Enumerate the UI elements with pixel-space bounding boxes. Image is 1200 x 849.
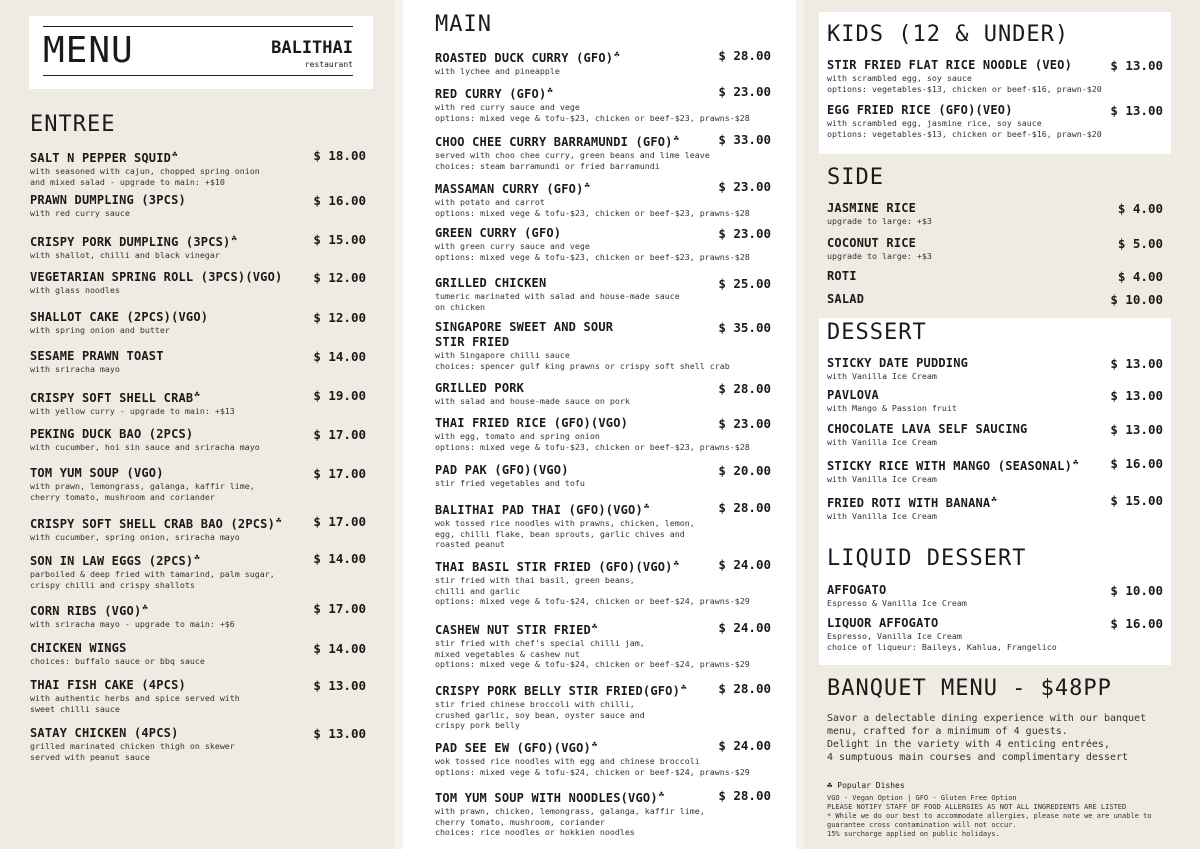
menu-item-name-text: GRILLED PORK <box>435 381 525 395</box>
menu-item <box>827 388 1163 414</box>
column-divider <box>395 0 403 849</box>
menu-item <box>827 269 1163 284</box>
chef-hat-icon: ☘ <box>194 553 200 563</box>
menu-item <box>435 276 771 312</box>
menu-item-price: $ 5.00 <box>1117 236 1163 251</box>
menu-item-price: $ 25.00 <box>718 276 771 291</box>
menu-item-name-text: SHALLOT CAKE (2PCS)(VGO) <box>30 310 209 324</box>
menu-item-price: $ 23.00 <box>718 84 771 99</box>
menu-item-price: $ 35.00 <box>718 320 771 335</box>
menu-item-name-text: CRISPY PORK DUMPLING (3PCS) <box>30 235 231 249</box>
menu-item-price: $ 28.00 <box>718 500 771 515</box>
menu-item-description: roasted peanut <box>435 539 505 549</box>
footer-line: PLEASE NOTIFY STAFF OF FOOD ALLERGIES AS NOT ALL INGREDIENTS ARE LISTED <box>827 803 1127 811</box>
menu-item-name-text: CHICKEN WINGS <box>30 641 127 655</box>
menu-item-price: $ 15.00 <box>313 232 366 247</box>
logo-rule-bottom <box>43 75 353 76</box>
chef-hat-icon: ☘ <box>1073 458 1079 468</box>
menu-item-description: cherry tomato, mushroom, coriander <box>435 816 605 827</box>
menu-item-name-text: PAVLOVA <box>827 388 879 402</box>
menu-item <box>30 388 366 417</box>
menu-item-description: with red curry sauce <box>30 208 130 218</box>
menu-item-name <box>827 236 1163 251</box>
menu-item <box>827 493 1163 522</box>
menu-item-name-text: SON IN LAW EGGS (2PCS) <box>30 554 194 568</box>
menu-item-price: $ 16.00 <box>1110 456 1163 471</box>
menu-item-description: crispy chilli and crispy shallots <box>30 579 195 590</box>
chef-hat-icon: ☘ <box>172 150 178 160</box>
menu-item-name-text: JASMINE RICE <box>827 201 917 215</box>
chef-hat-icon: ☘ <box>591 622 598 632</box>
menu-item-description: with scrambled egg, soy sauce <box>827 73 972 83</box>
menu-item-name-text: COCONUT RICE <box>827 236 917 250</box>
menu-item <box>827 58 1163 94</box>
menu-item-price: $ 23.00 <box>718 179 771 194</box>
menu-item-description: with salad and house-made sauce on pork <box>435 396 630 406</box>
legend-popular <box>827 780 1177 792</box>
menu-item-name-text: GREEN CURRY (GFO) <box>435 226 562 240</box>
menu-item-name-text: CORN RIBS (VGO) <box>30 604 142 618</box>
menu-item-price: $ 13.00 <box>1110 422 1163 437</box>
menu-item <box>30 349 366 375</box>
menu-item-price: $ 24.00 <box>718 557 771 572</box>
menu-item-description: chilli and garlic <box>435 585 520 596</box>
menu-item-price: $ 17.00 <box>313 601 366 616</box>
menu-item-name-text: CHOO CHEE CURRY BARRAMUNDI (GFO) <box>435 135 673 149</box>
menu-item-description: options: mixed vege & tofu-$24, chicken or beef-$24, prawns-$29 <box>435 766 750 777</box>
menu-item-name-text: GRILLED CHICKEN <box>435 276 547 290</box>
menu-item-description: choices: steam barramundi or fried barramundi <box>435 160 660 171</box>
menu-item-description: on chicken <box>435 301 485 312</box>
menu-item-name-text: CHOCOLATE LAVA SELF SAUCING <box>827 422 1028 436</box>
menu-item-price: $ 4.00 <box>1117 269 1163 284</box>
banquet-line: 4 sumptuous main courses and complimentary dessert <box>827 752 1129 763</box>
banquet-line: Delight in the variety with 4 enticing entrées, <box>827 739 1110 750</box>
menu-item-name-text: CASHEW NUT STIR FRIED <box>435 623 591 637</box>
menu-item <box>435 416 771 452</box>
menu-item-description: options: vegetables-$13, chicken or beef-$16, prawn-$20 <box>827 83 1102 94</box>
menu-item <box>827 616 1163 652</box>
menu-item-price: $ 23.00 <box>718 226 771 241</box>
menu-item-description: options: vegetables-$13, chicken or beef-$16, prawn-$20 <box>827 128 1102 139</box>
menu-item-price: $ 13.00 <box>1110 356 1163 371</box>
menu-item-description: served with choo chee curry, green beans and lime leave <box>435 150 710 160</box>
menu-item-name-text: PEKING DUCK BAO (2PCS) <box>30 427 194 441</box>
chef-hat-icon: ☘ <box>614 50 620 60</box>
chef-hat-icon: ☘ <box>142 603 148 613</box>
menu-item-price: $ 14.00 <box>313 551 366 566</box>
menu-item-description: with scrambled egg, jasmine rice, soy sauce <box>827 118 1042 128</box>
menu-item-name-text: RED CURRY (GFO) <box>435 87 547 101</box>
menu-item-description: options: mixed vege & tofu-$23, chicken or beef-$23, prawns-$28 <box>435 112 750 123</box>
menu-item-description: choice of liqueur: Baileys, Kahlua, Frangelico <box>827 641 1057 652</box>
logo-rule-top <box>43 26 353 27</box>
brand-subtitle: restaurant <box>304 60 353 69</box>
menu-item-name-text: SATAY CHICKEN (4PCS) <box>30 726 179 740</box>
menu-item-description: with authentic herbs and spice served with <box>30 693 240 703</box>
chef-hat-icon: ☘ <box>591 740 598 750</box>
menu-item-price: $ 28.00 <box>718 48 771 63</box>
menu-item-name-text: VEGETARIAN SPRING ROLL (3PCS)(VGO) <box>30 270 283 284</box>
menu-item-name-text: CRISPY SOFT SHELL CRAB <box>30 391 194 405</box>
menu-item-name <box>827 269 1163 284</box>
menu-item-price: $ 28.00 <box>718 788 771 803</box>
chef-hat-icon: ☘ <box>584 181 591 191</box>
menu-item-description: crispy pork belly <box>435 720 520 730</box>
menu-item-name-text: BALITHAI PAD THAI (GFO)(VGO) <box>435 503 643 517</box>
menu-item <box>435 500 771 550</box>
menu-item-name-text: STIR FRIED FLAT RICE NOODLE (VEO) <box>827 58 1073 72</box>
menu-item-description: options: mixed vege & tofu-$24, chicken or beef-$24, prawns-$29 <box>435 596 750 606</box>
menu-item <box>30 193 366 219</box>
menu-item-name-text: SALAD <box>827 292 865 306</box>
menu-item <box>827 292 1163 307</box>
menu-item-name-text: PRAWN DUMPLING (3PCS) <box>30 193 186 207</box>
menu-item-price: $ 13.00 <box>313 726 366 741</box>
menu-item <box>30 148 366 187</box>
menu-item-price: $ 10.00 <box>1110 583 1163 598</box>
footer-line: * While we do our best to accommodate allergies, please note we are unable to <box>827 812 1152 820</box>
menu-item <box>435 84 771 123</box>
menu-item-price: $ 10.00 <box>1110 292 1163 307</box>
menu-item-description: with spring onion and butter <box>30 325 170 335</box>
menu-item <box>30 601 366 630</box>
menu-item-price: $ 28.00 <box>718 681 771 696</box>
menu-item-description: choices: spencer gulf king prawns or crispy soft shell crab <box>435 360 730 371</box>
menu-item-description: wok tossed rice noodles with prawns, chicken, lemon, <box>435 518 695 528</box>
menu-item-description: served with peanut sauce <box>30 751 150 762</box>
menu-item-price: $ 13.00 <box>1110 103 1163 118</box>
menu-item-description: wok tossed rice noodles with egg and chinese broccoli <box>435 756 700 766</box>
menu-item-description: with potato and carrot <box>435 197 545 207</box>
menu-item <box>30 514 366 543</box>
menu-item <box>435 557 771 607</box>
menu-item-description: choices: buffalo sauce or bbq sauce <box>30 656 205 666</box>
menu-item-description: with egg, tomato and spring onion <box>435 431 600 441</box>
menu-item-name-text: THAI BASIL STIR FRIED (GFO)(VGO) <box>435 560 673 574</box>
section-title-banquet: BANQUET MENU - $48PP <box>827 676 1112 701</box>
menu-item-price: $ 17.00 <box>313 427 366 442</box>
menu-item-name-text: AFFOGATO <box>827 583 887 597</box>
menu-item <box>435 226 771 262</box>
menu-item-name-text: THAI FISH CAKE (4PCS) <box>30 678 186 692</box>
section-title-kids: KIDS (12 & UNDER) <box>827 22 1070 47</box>
menu-item <box>827 201 1163 227</box>
menu-item-description: crushed garlic, soy bean, oyster sauce and <box>435 709 645 720</box>
menu-item-price: $ 20.00 <box>718 463 771 478</box>
menu-item-price: $ 14.00 <box>313 641 366 656</box>
menu-item <box>435 463 771 489</box>
menu-item-description: with yellow curry - upgrade to main: +$13 <box>30 406 235 416</box>
menu-title: MENU <box>43 30 134 71</box>
menu-item-description: options: mixed vege & tofu-$24, chicken or beef-$24, prawns-$29 <box>435 659 750 669</box>
menu-item-description: and mixed salad - upgrade to main: +$10 <box>30 176 225 187</box>
chef-hat-icon: ☘ <box>673 559 680 569</box>
menu-item <box>827 456 1163 485</box>
menu-item-price: $ 16.00 <box>313 193 366 208</box>
menu-item-name <box>827 201 1163 216</box>
section-title-entree: ENTREE <box>30 112 116 137</box>
menu-item <box>30 641 366 667</box>
menu-item-description: tumeric marinated with salad and house-made sauce <box>435 291 680 301</box>
menu-item-description: egg, chilli flake, bean sprouts, garlic chives and <box>435 528 685 539</box>
menu-item <box>827 356 1163 382</box>
menu-item-price: $ 17.00 <box>313 466 366 481</box>
menu-item-description: with Vanilla Ice Cream <box>827 371 937 381</box>
menu-item-price: $ 13.00 <box>1110 58 1163 73</box>
menu-item-description: Espresso, Vanilla Ice Cream <box>827 631 962 641</box>
menu-item-description: with prawn, chicken, lemongrass, galanga, kaffir lime, <box>435 806 705 816</box>
section-title-liquid-dessert: LIQUID DESSERT <box>827 546 1027 571</box>
menu-item-name-text: ROASTED DUCK CURRY (GFO) <box>435 51 614 65</box>
menu-item-name-text: EGG FRIED RICE (GFO)(VEO) <box>827 103 1013 117</box>
menu-item-price: $ 12.00 <box>313 270 366 285</box>
menu-item-description: upgrade to large: +$3 <box>827 251 932 261</box>
chef-hat-icon: ☘ <box>827 781 833 791</box>
menu-item-price: $ 28.00 <box>718 381 771 396</box>
menu-item <box>435 788 771 838</box>
menu-item-description: parboiled & deep fried with tamarind, palm sugar, <box>30 569 275 579</box>
menu-item-description: with cucumber, hoi sin sauce and sriracha mayo <box>30 442 260 452</box>
menu-item <box>435 681 771 731</box>
menu-item-price: $ 23.00 <box>718 416 771 431</box>
menu-item-price: $ 15.00 <box>1110 493 1163 508</box>
chef-hat-icon: ☘ <box>681 683 687 693</box>
menu-item-price: $ 16.00 <box>1110 616 1163 631</box>
menu-item-name-text: PAD SEE EW (GFO)(VGO) <box>435 741 591 755</box>
menu-item-name-text: CRISPY PORK BELLY STIR FRIED(GFO) <box>435 684 681 698</box>
menu-item-description: with green curry sauce and vege <box>435 241 590 251</box>
menu-item-description: upgrade to large: +$3 <box>827 216 932 226</box>
menu-item-description: sweet chilli sauce <box>30 703 120 714</box>
menu-item-description: with seasoned with cajun, chopped spring onion <box>30 166 260 176</box>
menu-item-description: stir fried with thai basil, green beans, <box>435 575 635 585</box>
menu-item-description: with Mango & Passion fruit <box>827 403 957 413</box>
menu-item-price: $ 13.00 <box>1110 388 1163 403</box>
menu-item-description: with prawn, lemongrass, galanga, kaffir lime, <box>30 481 255 491</box>
menu-item-name-text: STICKY DATE PUDDING <box>827 356 969 370</box>
menu-item-description: with Vanilla Ice Cream <box>827 511 937 521</box>
menu-item <box>827 583 1163 609</box>
menu-item-price: $ 14.00 <box>313 349 366 364</box>
menu-item <box>30 551 366 590</box>
menu-item <box>30 726 366 762</box>
menu-item-description: with Vanilla Ice Cream <box>827 437 937 447</box>
menu-item <box>30 466 366 502</box>
menu-item <box>30 427 366 453</box>
menu-item-description: stir fried with chef's special chilli jam, <box>435 638 645 648</box>
menu-item-description: options: mixed vege & tofu-$23, chicken or beef-$23, prawns-$28 <box>435 251 750 262</box>
footer-line: VGO - Vegan Option | GFO - Gluten Free Option <box>827 794 1017 802</box>
menu-item <box>30 310 366 336</box>
menu-item-name-text: MASSAMAN CURRY (GFO) <box>435 182 584 196</box>
menu-item-name-line2: STIR FRIED <box>435 335 510 349</box>
menu-item-description: mixed vegetables & cashew nut <box>435 648 580 659</box>
menu-item-price: $ 13.00 <box>313 678 366 693</box>
menu-item-description: with cucumber, spring onion, sriracha mayo <box>30 532 240 542</box>
section-title-main: MAIN <box>435 12 492 37</box>
menu-item-description: grilled marinated chicken thigh on skewer <box>30 741 235 751</box>
chef-hat-icon: ☘ <box>194 390 200 400</box>
brand-name: BALITHAI <box>271 38 353 58</box>
menu-item-price: $ 33.00 <box>718 132 771 147</box>
section-title-side: SIDE <box>827 165 884 190</box>
chef-hat-icon: ☘ <box>643 502 650 512</box>
menu-item-name-text: TOM YUM SOUP WITH NOODLES(VGO) <box>435 791 658 805</box>
menu-item-name-text: CRISPY SOFT SHELL CRAB BAO (2PCS) <box>30 517 276 531</box>
menu-item <box>827 103 1163 139</box>
popular-label: Popular Dishes <box>837 781 905 790</box>
menu-item <box>435 48 771 77</box>
banquet-description <box>827 712 1167 764</box>
section-title-dessert: DESSERT <box>827 320 927 345</box>
footer-line: 15% surcharge applied on public holidays. <box>827 830 1000 838</box>
menu-item-name-text: THAI FRIED RICE (GFO)(VGO) <box>435 416 629 430</box>
menu-item <box>30 678 366 714</box>
column-divider <box>796 0 804 849</box>
menu-item-description: options: mixed vege & tofu-$23, chicken or beef-$23, prawns-$28 <box>435 441 750 452</box>
menu-item-description: with lychee and pineapple <box>435 66 560 76</box>
menu-item <box>435 179 771 218</box>
menu-item-description: with shallot, chilli and black vinegar <box>30 250 220 260</box>
menu-item-description: options: mixed vege & tofu-$23, chicken or beef-$23, prawns-$28 <box>435 207 750 218</box>
menu-item-name-text: FRIED ROTI WITH BANANA <box>827 496 991 510</box>
chef-hat-icon: ☘ <box>658 790 665 800</box>
menu-item-name-text: PAD PAK (GFO)(VGO) <box>435 463 569 477</box>
menu-item-name-text: SINGAPORE SWEET AND SOUR <box>435 320 614 334</box>
menu-item-description: with sriracha mayo - upgrade to main: +$6 <box>30 619 235 629</box>
menu-item-price: $ 18.00 <box>313 148 366 163</box>
menu-item <box>827 236 1163 262</box>
menu-item-price: $ 4.00 <box>1117 201 1163 216</box>
chef-hat-icon: ☘ <box>673 134 680 144</box>
restaurant-logo <box>29 16 373 89</box>
banquet-line: Savor a delectable dining experience with our banquet <box>827 713 1147 724</box>
menu-item <box>30 232 366 261</box>
menu-item-name-text: TOM YUM SOUP (VGO) <box>30 466 164 480</box>
menu-item-price: $ 12.00 <box>313 310 366 325</box>
menu-item-description: stir fried chinese broccoli with chilli, <box>435 699 635 709</box>
menu-item <box>435 381 771 407</box>
footer-notes <box>827 780 1177 839</box>
menu-item-description: stir fried vegetables and tofu <box>435 478 585 488</box>
menu-item-description: with Singapore chilli sauce <box>435 350 570 360</box>
menu-item <box>435 738 771 777</box>
menu-item-price: $ 17.00 <box>313 514 366 529</box>
footer-line: guarantee cross contamination will not occur. <box>827 821 1017 829</box>
menu-item <box>30 270 366 296</box>
menu-item-description: with red curry sauce and vege <box>435 102 580 112</box>
chef-hat-icon: ☘ <box>991 495 997 505</box>
menu-item-description: with sriracha mayo <box>30 364 120 374</box>
menu-item-name-text: LIQUOR AFFOGATO <box>827 616 939 630</box>
menu-item-description: cherry tomato, mushroom and coriander <box>30 491 215 502</box>
menu-item-name-text: ROTI <box>827 269 857 283</box>
chef-hat-icon: ☘ <box>231 234 238 244</box>
menu-item-name-text: STICKY RICE WITH MANGO (SEASONAL) <box>827 459 1073 473</box>
menu-item-description: choices: rice noodles or hokkien noodles <box>435 827 635 837</box>
banquet-line: menu, crafted for a minimum of 4 guests. <box>827 726 1068 737</box>
menu-item <box>435 132 771 171</box>
menu-item <box>435 320 771 371</box>
chef-hat-icon: ☘ <box>276 516 282 526</box>
menu-item <box>827 422 1163 448</box>
menu-item <box>435 620 771 670</box>
chef-hat-icon: ☘ <box>547 86 553 96</box>
menu-item-price: $ 24.00 <box>718 620 771 635</box>
menu-item-description: Espresso & Vanilla Ice Cream <box>827 598 967 608</box>
menu-item-price: $ 19.00 <box>313 388 366 403</box>
menu-item-name-text: SALT N PEPPER SQUID <box>30 151 172 165</box>
menu-item-name-text: SESAME PRAWN TOAST <box>30 349 164 363</box>
menu-item-description: with glass noodles <box>30 285 120 295</box>
menu-item-description: with Vanilla Ice Cream <box>827 474 937 484</box>
menu-item-price: $ 24.00 <box>718 738 771 753</box>
